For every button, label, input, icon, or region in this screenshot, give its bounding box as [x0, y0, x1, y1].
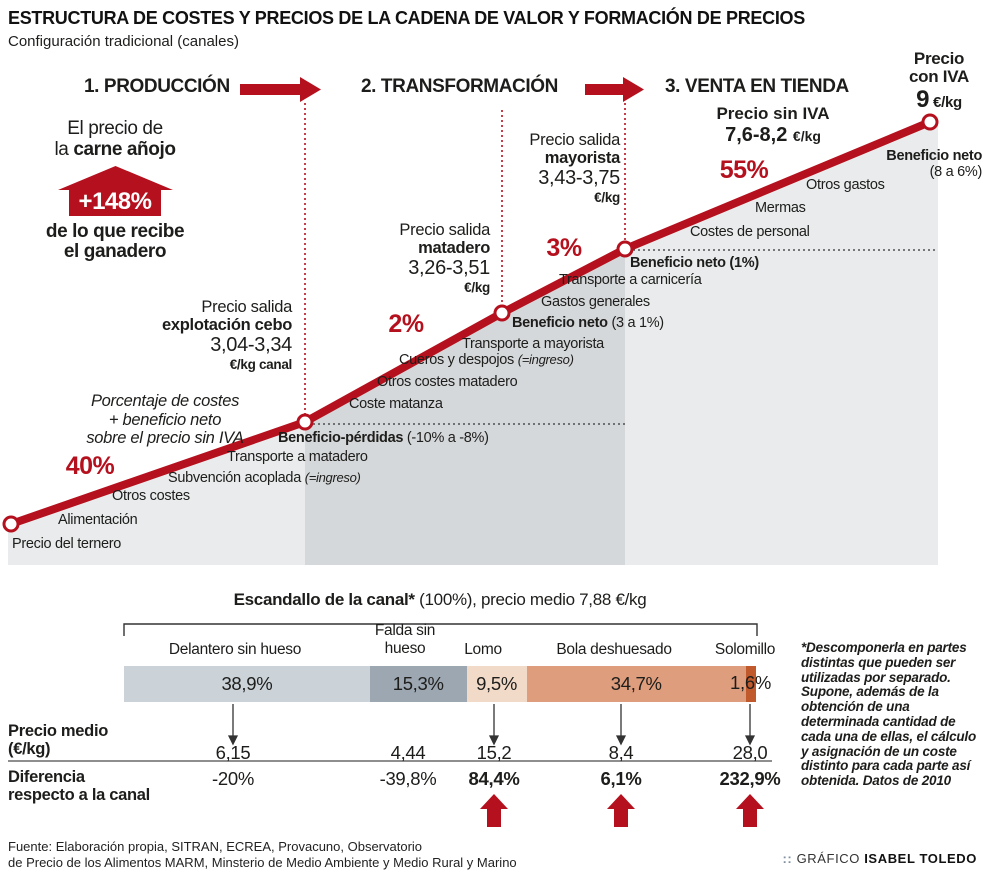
credit	[783, 851, 978, 866]
price-sin-iva-value-line	[688, 124, 858, 147]
cost-item-beneficio-perdidas-range: (-10% a -8%)	[406, 430, 489, 446]
flow-arrow-icon	[585, 77, 644, 102]
stage-header-produccion: 1. PRODUCCIÓN	[84, 76, 230, 97]
cost-item-beneficio-neto-matadero	[512, 315, 664, 331]
price-con-iva-line1: Precio	[913, 49, 965, 68]
price-matadero-line1: Precio salida	[399, 221, 490, 239]
pct-produccion: 40%	[65, 452, 115, 480]
escandallo-title-bold: Escandallo de la canal*	[233, 590, 415, 609]
escandallo-bar	[124, 666, 756, 702]
cost-item-beneficio-neto-tienda	[886, 148, 982, 180]
column-header-solomillo: Solomillo	[714, 641, 776, 658]
column-header-lomo: Lomo	[464, 641, 502, 658]
highlight-line4: el ganadero	[63, 241, 167, 262]
chart-note-line1: Porcentaje de costes	[90, 392, 240, 410]
column-header-delantero: Delantero sin hueso	[168, 641, 302, 658]
credit-label: GRÁFICO	[796, 851, 865, 866]
cost-item-subvencion-text: Subvención acoplada	[168, 470, 305, 486]
cost-item-transporte-carniceria: Transporte a carnicería	[559, 272, 702, 288]
price-mayorista-unit: €/kg	[594, 190, 620, 205]
highlight-line1: El precio de	[67, 118, 163, 139]
cost-item-alimentacion: Alimentación	[58, 512, 138, 528]
price-con-iva-unit: €/kg	[929, 94, 962, 111]
row-label-diferencia	[8, 768, 150, 804]
diff-lomo: 84,4%	[468, 768, 520, 789]
price-delantero: 6,15	[215, 742, 251, 763]
cost-item-beneficio-neto-4-text: Beneficio neto	[886, 148, 982, 164]
diff-bola: 6,1%	[600, 768, 642, 789]
stage-header-transformacion: 2. TRANSFORMACIÓN	[361, 76, 558, 97]
column-header-falda-line2: hueso	[384, 640, 426, 657]
price-con-iva-value-line	[896, 86, 982, 114]
credit-dots: ::	[782, 851, 797, 866]
price-block-cebo	[162, 298, 292, 372]
highlight-line2-bold: carne añojo	[73, 139, 176, 160]
diff-falda: -39,8%	[379, 768, 437, 789]
highlight-line3: de lo que recibe	[45, 221, 185, 242]
chart-note-line3: sobre el precio sin IVA	[86, 429, 244, 447]
source-text	[8, 839, 517, 870]
highlight-line2-pre: la	[54, 139, 74, 160]
footnote: *Descomponerla en partes distintas que pueden ser utilizadas por separado. Supone, además de la obtención de una determinada cantidad de cada una de ellas, el cálculo y asignación de un coste distinto para cada parte así obtenida. Datos de 2010	[801, 640, 977, 789]
source-line1: Fuente: Elaboración propia, SITRAN, ECREA, Provacuno, Observatorio	[8, 839, 423, 854]
row-label-precio-medio	[8, 722, 108, 758]
bar-segment-lomo: 9,5%	[467, 666, 527, 702]
escandallo-title-rest: (100%), precio medio 7,88 €/kg	[414, 590, 647, 609]
price-block-sin-iva	[688, 104, 858, 147]
cost-item-beneficio-neto-4-range: (8 a 6%)	[929, 164, 982, 180]
price-con-iva-value: 9	[916, 86, 930, 113]
cost-item-beneficio-perdidas	[278, 430, 489, 446]
price-node-matadero	[495, 306, 509, 320]
price-falda: 4,44	[390, 742, 426, 763]
price-block-matadero	[399, 221, 490, 295]
source-line2: de Precio de los Alimentos MARM, Minsterio de Medio Ambiente y Medio Rural y Marino	[8, 854, 517, 870]
cost-item-cueros	[399, 352, 574, 368]
diff-delantero: -20%	[212, 768, 254, 789]
cost-item-otros-costes-matadero: Otros costes matadero	[377, 374, 518, 390]
price-mayorista-value: 3,43-3,75	[538, 167, 620, 189]
cost-item-otros-costes: Otros costes	[112, 488, 190, 504]
column-header-bola: Bola deshuesado	[556, 641, 672, 658]
page-title: ESTRUCTURA DE COSTES Y PRECIOS DE LA CADENA DE VALOR Y FORMACIÓN DE PRECIOS	[8, 8, 805, 28]
cost-item-subvencion-note: (=ingreso)	[304, 470, 361, 485]
pct-matadero: 2%	[388, 310, 424, 338]
pointer-arrow-icon	[229, 704, 754, 744]
cost-item-beneficio-perdidas-text: Beneficio-pérdidas	[278, 430, 407, 446]
cost-item-mermas: Mermas	[755, 200, 806, 216]
highlight-line2	[20, 139, 210, 161]
price-con-iva-line2: con IVA	[909, 67, 969, 86]
bar-segment-solomillo-label: 1,6%	[730, 672, 771, 693]
column-header-falda-line1: Falda sin	[374, 622, 436, 639]
price-mayorista-line1: Precio salida	[529, 131, 620, 149]
price-node-con-iva	[923, 115, 937, 129]
up-arrow-icon	[480, 794, 764, 827]
price-matadero-line2: matadero	[418, 239, 490, 257]
price-matadero-value: 3,26-3,51	[408, 257, 490, 279]
cost-item-costes-personal: Costes de personal	[690, 224, 810, 240]
pct-tienda: 55%	[719, 156, 769, 184]
price-node-cebo	[298, 415, 312, 429]
price-matadero-unit: €/kg	[464, 280, 490, 295]
bar-segment-falda: 15,3%	[370, 666, 467, 702]
price-node-mayorista	[618, 242, 632, 256]
cost-item-cueros-note: (=ingreso)	[517, 352, 574, 367]
price-block-mayorista	[529, 131, 620, 205]
price-node-origen	[4, 517, 18, 531]
price-cebo-value: 3,04-3,34	[210, 334, 292, 356]
price-solomillo: 28,0	[732, 742, 768, 763]
price-lomo: 15,2	[476, 742, 512, 763]
row-label-diferencia-line2: respecto a la canal	[8, 786, 150, 804]
cost-item-beneficio-neto-mayorista: Beneficio neto (1%)	[630, 255, 759, 271]
bar-segment-bola: 34,7%	[527, 666, 746, 702]
price-cebo-line1: Precio salida	[201, 298, 292, 316]
chart-note	[40, 392, 290, 448]
cost-item-beneficio-neto-2-range: (3 a 1%)	[611, 315, 664, 331]
price-sin-iva-value: 7,6-8,2	[725, 124, 793, 146]
cost-item-subvencion	[168, 470, 361, 486]
cost-item-gastos-generales: Gastos generales	[541, 294, 650, 310]
credit-name: ISABEL TOLEDO	[864, 851, 977, 866]
pct-mayorista: 3%	[546, 234, 582, 262]
price-block-con-iva	[896, 50, 982, 114]
row-label-precio-medio-line1: Precio medio	[8, 722, 109, 740]
cost-item-transporte-matadero: Transporte a matadero	[227, 449, 368, 465]
stage-header-venta: 3. VENTA EN TIENDA	[665, 76, 849, 97]
highlight-pct: +148%	[78, 188, 152, 215]
price-cebo-line2: explotación cebo	[162, 316, 292, 334]
cost-item-cueros-text: Cueros y despojos	[399, 352, 518, 368]
price-mayorista-line2: mayorista	[544, 149, 620, 167]
escandallo-title	[160, 590, 720, 610]
flow-arrow-icon	[240, 77, 321, 102]
cost-item-beneficio-neto-2-text: Beneficio neto	[512, 315, 612, 331]
cost-item-precio-ternero: Precio del ternero	[12, 536, 122, 552]
chart-note-line2: + beneficio neto	[108, 410, 222, 429]
bar-segment-delantero: 38,9%	[124, 666, 370, 702]
row-label-precio-medio-line2: (€/kg)	[8, 740, 51, 758]
cost-item-transporte-mayorista: Transporte a mayorista	[462, 336, 604, 352]
price-sin-iva-label: Precio sin IVA	[716, 104, 830, 123]
price-cebo-unit: €/kg canal	[229, 357, 292, 372]
price-sin-iva-unit: €/kg	[792, 128, 821, 144]
cost-item-coste-matanza: Coste matanza	[349, 396, 443, 412]
cost-item-otros-gastos: Otros gastos	[806, 177, 885, 193]
row-label-diferencia-line1: Diferencia	[8, 768, 85, 786]
column-header-falda	[355, 622, 455, 658]
price-bola: 8,4	[608, 742, 634, 763]
page-subtitle: Configuración tradicional (canales)	[8, 33, 239, 50]
diff-solomillo: 232,9%	[719, 768, 781, 789]
